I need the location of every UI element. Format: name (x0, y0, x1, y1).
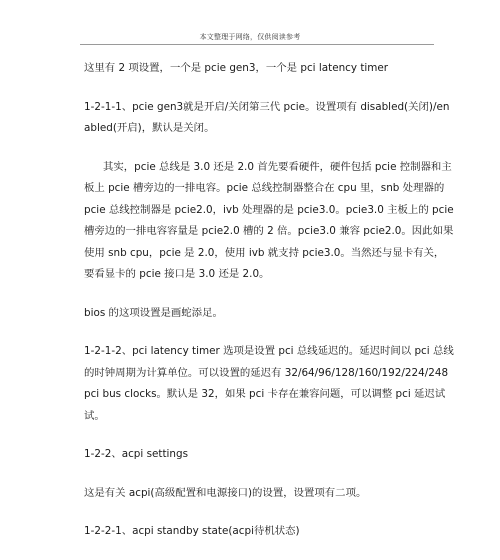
document-body (84, 58, 454, 560)
section-heading-acpi-standby: 1-2-2-1、acpi standby state(acpi待机状态) (84, 525, 300, 537)
paragraph-pci-latency: 1-2-1-2、pci latency timer 选项是设置 pci 总线延迟的。延迟时间以 pci 总线的时钟周期为计算单位。可以设置的延迟有 32/64/96/128/160/192/224/248 pci bus clocks。默认是 32，如果 pci 卡存在兼容问题，可以调整 pci 延迟试试。 (84, 345, 454, 422)
paragraph-pcie-explanation: 其实，pcie 总线是 3.0 还是 2.0 首先要看硬件，硬件包括 pcie 控制器和主板上 pcie 槽旁边的一排电容。pcie 总线控制器整合在 cpu 里，snb 处理器的 pcie 总线控制器是 pcie2.0，ivb 处理器的是 pcie3.0。pcie3.0 主板上的 pcie 槽旁边的一排电容容量是 pcie2.0 槽的 2 倍。pcie3.0 兼容 pcie2.0。因此如果使用 snb cpu，pcie 是 2.0，使用 ivb 就支持 pcie3.0。当然还与显卡有关，要看显卡的 pcie 接口是 3.0 还是 2.0。 (84, 160, 454, 280)
page-header: 本文整理于网络，仅供阅读参考 (199, 33, 301, 41)
paragraph-intro: 这里有 2 项设置，一个是 pcie gen3，一个是 pci latency timer (84, 62, 389, 74)
paragraph-acpi-description: 这是有关 acpi(高级配置和电源接口)的设置，设置项有二项。 (84, 486, 367, 499)
section-heading-acpi-settings: 1-2-2、acpi settings (84, 448, 189, 460)
paragraph-bios-note: bios 的这项设置是画蛇添足。 (84, 306, 223, 319)
paragraph-pcie-gen3: 1-2-1-1、pcie gen3就是开启/关闭第三代 pcie。设置项有 disabled(关闭)/enabled(开启)，默认是关闭。 (84, 100, 450, 134)
header-divider (80, 44, 434, 45)
